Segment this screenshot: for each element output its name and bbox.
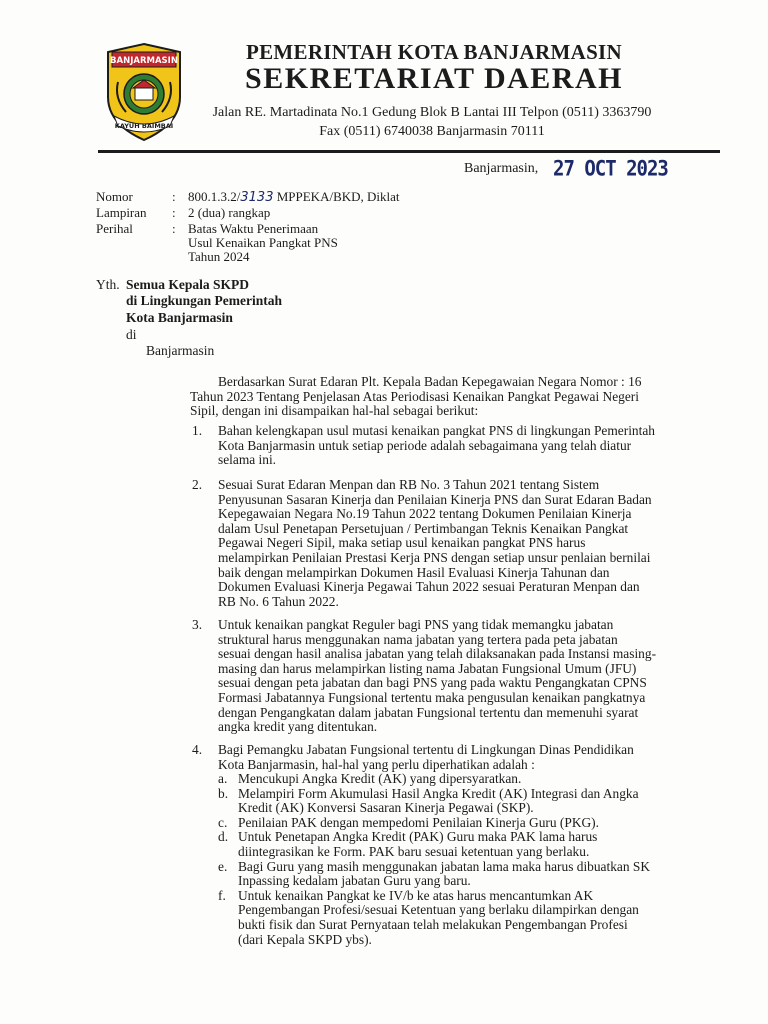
subitem-line: Untuk Penetapan Angka Kredit (PAK) Guru maka PAK lama harus [238, 829, 598, 845]
list-item [0, 478, 768, 612]
list-item [0, 618, 768, 738]
item-line: melampirkan Penilaian Prestasi Kerja PNS dengan setiap unsur penlaian bernilai [218, 550, 651, 565]
sub-list [0, 772, 768, 962]
subitem-line: Penilaian PAK dengan mempedomi Penilaian Kinerja Guru (PKG). [238, 814, 599, 830]
item-line: Kepegawaian Negara No.19 Tahun 2022 tentang Dokumen Penilaian Kinerja [218, 506, 632, 522]
item-line: sesuai dengan peta jabatan dan bagi PNS yang pada waktu Pengangkatan CPNS [218, 675, 647, 691]
intro-paragraph [0, 375, 768, 421]
recipient-line: Semua Kepala SKPD [126, 277, 250, 292]
item-line: Pegawai Negeri Sipil, maka setiap usul kenaikan pangkat PNS harus [218, 535, 586, 551]
item-line: Kota Banjarmasin, hal-hal yang perlu diperhatikan adalah : [218, 756, 535, 772]
item-line: Formasi Jabatannya Fungsional tertentu maka pengusulan kenaikan pangkatnya [218, 690, 646, 705]
logo-bottom-text: KAYUH BAIMBAI [114, 122, 174, 130]
subitem-letter: d. [218, 829, 229, 845]
item-number: 4. [192, 742, 203, 757]
letterhead-divider [98, 150, 720, 153]
item-line: Untuk kenaikan pangkat Reguler bagi PNS yang tidak memangku jabatan [218, 617, 614, 632]
item-line: RB No. 6 Tahun 2022. [218, 593, 339, 609]
recipient-di: di [126, 327, 137, 342]
list-item [0, 424, 768, 470]
letter-place: Banjarmasin, [464, 161, 539, 176]
item-line: Bagi Pemangku Jabatan Fungsional tertentu di Lingkungan Dinas Pendidikan [218, 742, 634, 757]
subitem-line: Bagi Guru yang masih menggunakan jabatan lama maka harus dibuatkan SK [238, 858, 651, 874]
nomor-value [188, 189, 400, 205]
nomor-label: Nomor [96, 189, 133, 204]
intro-line: Berdasarkan Surat Edaran Plt. Kepala Badan Kepegawaian Negara Nomor : 16 [218, 374, 642, 389]
subitem-line: bukti fisik dan Surat Pernyataan telah melakukan Pengembangan Profesi [238, 917, 628, 932]
item-line: masing dan harus melampirkan listing nama Jabatan Fungsional Umum (JFU) [218, 660, 637, 676]
subitem-line: Melampiri Form Akumulasi Hasil Angka Kredit (AK) Integrasi dan Angka [238, 785, 639, 801]
perihal-line: Tahun 2024 [188, 249, 250, 264]
perihal-label: Perihal [96, 221, 133, 236]
perihal-line: Batas Waktu Penerimaan [188, 221, 319, 236]
office-fax: Fax (0511) 6740038 Banjarmasin 70111 [319, 124, 545, 139]
letter-meta [0, 189, 768, 269]
item-line: Dokumen Evaluasi Kinerja Pegawai Tahun 2022 sesuai Peraturan Menpan dan [218, 579, 640, 595]
logo-top-text: BANJARMASIN [110, 56, 178, 66]
item-line: Penyusunan Sasaran Kinerja dan Penilaian Kinerja PNS dan Surat Edaran Badan [218, 491, 652, 507]
item-line: Kota Banjarmasin untuk setiap periode adalah sebagaimana yang telah diatur [218, 437, 632, 453]
lampiran-value: 2 (dua) rangkap [188, 205, 271, 220]
intro-line: Tahun 2023 Tentang Penjelasan Atas Periodisasi Kenaikan Pangkat Pegawai Negeri [190, 388, 639, 404]
nomor-prefix: 800.1.3.2/ [188, 189, 241, 204]
office-name: SEKRETARIAT DAERAH [245, 62, 623, 95]
yth-label: Yth. [96, 277, 120, 292]
subitem-line: diintegrasikan ke Form. PAK baru sesuai ketentuan yang berlaku. [238, 844, 590, 859]
subitem-line: Mencukupi Angka Kredit (AK) yang dipersyaratkan. [238, 771, 522, 786]
office-address: Jalan RE. Martadinata No.1 Gedung Blok B Lantai III Telpon (0511) 3363790 [212, 105, 652, 120]
nomor-handwritten: 3133 [240, 190, 274, 205]
lampiran-label: Lampiran [96, 205, 147, 220]
subitem-line: (dari Kepala SKPD ybs). [238, 931, 372, 947]
colon: : [172, 189, 176, 204]
item-line: baik dengan melampirkan Dokumen Hasil Evaluasi Kinerja Tahunan dan [218, 564, 610, 580]
item-number: 1. [192, 423, 203, 438]
intro-line: Sipil, dengan ini disampaikan hal-hal sebagai berikut: [190, 403, 479, 419]
item-number: 3. [192, 617, 203, 632]
recipient-line: Kota Banjarmasin [126, 310, 233, 325]
recipient-block [0, 277, 768, 367]
perihal-line: Usul Kenaikan Pangkat PNS [188, 235, 338, 250]
subitem-line: Pengembangan Profesi/sesuai Ketentuan yang berlaku dilampirkan dengan [238, 902, 639, 918]
item-line: dengan Pengangkatan dalam jabatan Fungsional tertentu dan memenuhi syarat [218, 704, 639, 720]
colon: : [172, 205, 176, 220]
item-line: sesuai dengan hasil analisa jabatan yang telah dilaksanakan pada Instansi masing- [218, 646, 657, 662]
item-number: 2. [192, 477, 203, 492]
subitem-line: Kredit (AK) Konversi Sasaran Kinerja Pegawai (SKP). [238, 800, 534, 816]
subitem-line: Untuk kenaikan Pangkat ke IV/b ke atas harus mencantumkan AK [238, 887, 594, 903]
subitem-letter: f. [218, 887, 226, 903]
subitem-letter: c. [218, 814, 228, 830]
colon: : [172, 221, 176, 236]
recipient-city: Banjarmasin [146, 343, 215, 358]
subitem-letter: b. [218, 785, 229, 801]
recipient-line: di Lingkungan Pemerintah [126, 293, 283, 308]
subitem-letter: e. [218, 858, 228, 874]
date-stamp: 27 OCT 2023 [553, 156, 668, 182]
subitem-line: Inpassing kedalam jabatan Guru yang baru. [238, 873, 471, 889]
item-line: Bahan kelengkapan usul mutasi kenaikan pangkat PNS di lingkungan Pemerintah [218, 423, 655, 438]
item-line: angka kredit yang ditentukan. [218, 719, 378, 735]
government-name: PEMERINTAH KOTA BANJARMASIN [245, 40, 622, 64]
item-line: dalam Usul Penetapan Persetujuan / Pertimbangan Teknis Kenaikan Pangkat [218, 520, 629, 536]
city-emblem-logo [104, 42, 184, 142]
item-line: Sesuai Surat Edaran Menpan dan RB No. 3 Tahun 2021 tentang Sistem [218, 477, 600, 492]
nomor-suffix: MPPEKA/BKD, Diklat [273, 189, 400, 204]
item-line: struktural harus menggunakan nama jabatan yang tertera pada peta jabatan [218, 631, 618, 647]
item-line: selama ini. [218, 452, 277, 468]
subitem-letter: a. [218, 771, 228, 786]
